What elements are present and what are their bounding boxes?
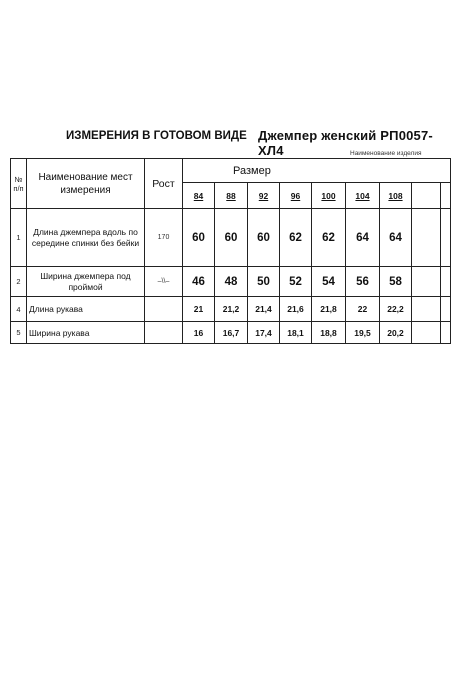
measurements-table [10,158,451,344]
size-header: 92 [248,183,280,209]
value-cell: 20,2 [380,322,412,344]
row-name: Ширина рукава [27,322,145,344]
row-num: 1 [11,209,27,267]
value-cell: 16 [183,322,215,344]
value-cell: 64 [346,209,380,267]
value-cell: 50 [248,267,280,297]
value-cell: 58 [380,267,412,297]
value-cell: 21,2 [215,297,248,322]
row-rost: 170 [145,209,183,267]
empty-cell [412,209,441,267]
col-name-header: Наименование мест измерения [27,159,145,209]
value-cell: 21,6 [280,297,312,322]
size-header: 88 [215,183,248,209]
empty-cell [441,322,451,344]
empty-cell [441,209,451,267]
row-num: 4 [11,297,27,322]
row-rost [145,322,183,344]
row-name: Длина рукава [27,297,145,322]
value-cell: 21,4 [248,297,280,322]
empty-cell [441,183,451,209]
value-cell: 48 [215,267,248,297]
value-cell: 17,4 [248,322,280,344]
empty-cell [412,322,441,344]
empty-cell [441,297,451,322]
value-cell: 60 [183,209,215,267]
product-name-caption: Наименование изделия [350,150,422,157]
value-cell: 16,7 [215,322,248,344]
value-cell: 64 [380,209,412,267]
size-header: 108 [380,183,412,209]
value-cell: 52 [280,267,312,297]
value-cell: 46 [183,267,215,297]
size-header: 104 [346,183,380,209]
size-header: 84 [183,183,215,209]
row-name: Ширина джемпера под проймой [27,267,145,297]
value-cell: 21,8 [312,297,346,322]
value-cell: 60 [215,209,248,267]
value-cell: 62 [280,209,312,267]
row-num: 2 [11,267,27,297]
measurement-sheet [10,126,450,338]
value-cell: 21 [183,297,215,322]
value-cell: 60 [248,209,280,267]
empty-cell [412,267,441,297]
value-cell: 22 [346,297,380,322]
value-cell: 18,8 [312,322,346,344]
value-cell: 18,1 [280,322,312,344]
value-cell: 62 [312,209,346,267]
col-num-header: № п/п [11,159,27,209]
empty-cell [412,183,441,209]
table-row [11,297,451,322]
table-row [11,267,451,297]
measurements-title: ИЗМЕРЕНИЯ В ГОТОВОМ ВИДЕ [66,130,247,142]
size-header: 96 [280,183,312,209]
col-razmer-header: Размер [183,159,451,183]
product-title: Джемпер женский РП0057-ХЛ4 [258,128,433,158]
col-rost-header: Рост [145,159,183,209]
value-cell: 54 [312,267,346,297]
table-row [11,209,451,267]
empty-cell [441,267,451,297]
value-cell: 56 [346,267,380,297]
size-header: 100 [312,183,346,209]
row-num: 5 [11,322,27,344]
value-cell: 22,2 [380,297,412,322]
row-rost: –\\– [145,267,183,297]
empty-cell [412,297,441,322]
row-name: Длина джемпера вдоль по середине спинки без бейки [27,209,145,267]
row-rost [145,297,183,322]
value-cell: 19,5 [346,322,380,344]
table-row [11,322,451,344]
